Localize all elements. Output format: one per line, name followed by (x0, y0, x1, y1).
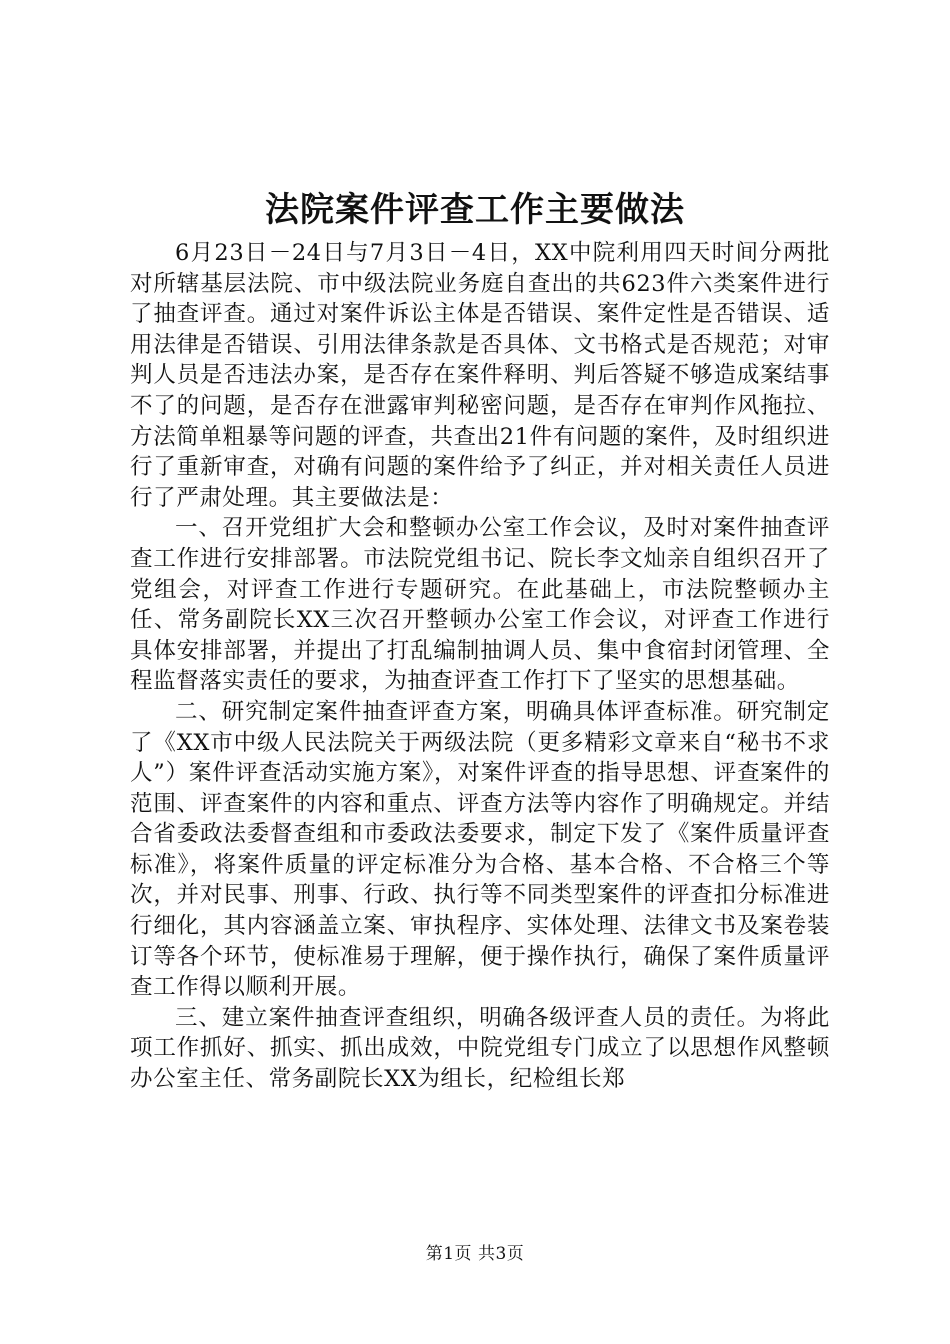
paragraph-section-2: 二、研究制定案件抽查评查方案，明确具体评查标准。研究制定了《XX市中级人民法院关于两级法院（更多精彩文章来自“秘书不求人”）案件评查活动实施方案》，对案件评查的指导思想、评查案件的范围、评查案件的内容和重点、评查方法等内容作了明确规定。并结合省委政法委督查组和市委政法委要求，制定下发了《案件质量评查标准》，将案件质量的评定标准分为合格、基本合格、不合格三个等次，并对民事、刑事、行政、执行等不同类型案件的评查扣分标准进行细化，其内容涵盖立案、审执程序、实体处理、法律文书及案卷装订等各个环节，使标准易于理解，便于操作执行，确保了案件质量评查工作得以顺利开展。 (130, 698, 830, 1001)
document-title: 法院案件评查工作主要做法 (265, 190, 685, 230)
paragraph-intro: 6月23日－24日与7月3日－4日，XX中院利用四天时间分两批对所辖基层法院、市中级法院业务庭自查出的共623件六类案件进行了抽查评查。通过对案件诉讼主体是否错误、案件定性是否错误、适用法律是否错误、引用法律条款是否具体、文书格式是否规范；对审判人员是否违法办案，是否存在案件释明、判后答疑不够造成案结事不了的问题，是否存在泄露审判秘密问题，是否存在审判作风拖拉、方法简单粗暴等问题的评查，共查出21件有问题的案件，及时组织进行了重新审查，对确有问题的案件给予了纠正，并对相关责任人员进行了严肃处理。其主要做法是： (130, 240, 830, 511)
document-body (130, 238, 830, 1095)
paragraph-section-3: 三、建立案件抽查评查组织，明确各级评查人员的责任。为将此项工作抓好、抓实、抓出成效，中院党组专门成立了以思想作风整顿办公室主任、常务副院长XX为组长，纪检组长郑 (130, 1004, 830, 1093)
page-footer: 第1页 共3页 (425, 1244, 525, 1264)
paragraph-section-1: 一、召开党组扩大会和整顿办公室工作会议，及时对案件抽查评查工作进行安排部署。市法院党组书记、院长李文灿亲自组织召开了党组会，对评查工作进行专题研究。在此基础上，市法院整顿办主任、常务副院长XX三次召开整顿办公室工作会议，对评查工作进行具体安排部署，并提出了打乱编制抽调人员、集中食宿封闭管理、全程监督落实责任的要求，为抽查评查工作打下了坚实的思想基础。 (130, 515, 830, 695)
